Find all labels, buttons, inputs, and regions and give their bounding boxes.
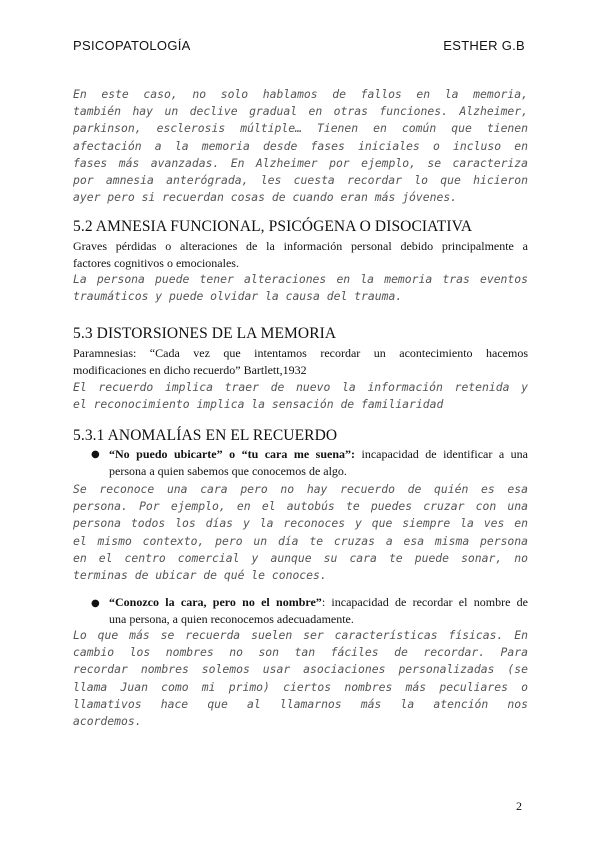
text-line: terminas de ubicar de qué le conoces.	[73, 568, 327, 583]
page-number: 2	[516, 799, 522, 813]
text-line: Paramnesias: “Cada vez que intentamos recordar un acontecimiento hacemos	[73, 346, 528, 360]
intro-paragraph	[73, 86, 528, 206]
text-line: afectación a la memoria desde fases iniciales o incluso en	[73, 138, 528, 153]
bullet-1-bold: “No puedo ubicarte” o “tu cara me suena”:	[109, 447, 356, 461]
bullet-1-note	[73, 481, 528, 584]
text-line: recordar nombres solemos usar asociaciones personalizadas (se	[73, 662, 528, 677]
text-line: cambio los nombres no son tan fáciles de recordar. Para	[73, 645, 528, 660]
text-line: La persona puede tener alteraciones en la memoria tras eventos	[73, 272, 528, 286]
text-line: fases más avanzadas. En Alzheimer por ejemplo, se caracteriza	[73, 155, 528, 170]
text-line: factores cognitivos o emocionales.	[73, 256, 239, 271]
section-5-3-note	[73, 379, 528, 413]
bullet-dot-icon: ●	[91, 449, 100, 460]
bullet-1-line	[109, 446, 528, 463]
section-5-2-note	[73, 271, 528, 305]
text-line: por amnesia anterógrada, les cuesta recordar lo que hicieron	[73, 173, 528, 188]
text-line: persona. Por ejemplo, en el autobús te puedes cruzar con una	[73, 499, 528, 514]
text-line: ayer pero si recuerdan cosas de cuando eran más jóvenes.	[73, 190, 458, 205]
text-line: En este caso, no solo hablamos de fallos en la memoria,	[73, 87, 528, 101]
header-author: ESTHER G.B	[443, 38, 525, 53]
header-subject: PSICOPATOLOGÍA	[73, 38, 191, 53]
bullet-2-line	[109, 594, 528, 611]
text-line: El recuerdo implica traer de nuevo la información retenida y	[73, 380, 528, 394]
text-line: en el centro comercial y aunque su cara te puede sonar, no	[73, 550, 528, 565]
page-header	[73, 38, 525, 54]
bullet-2-line2: una persona, a quien reconocemos adecuadamente.	[109, 612, 354, 627]
text-line: llamativos hace que al llamarnos más la atención nos	[73, 696, 528, 711]
section-5-3-heading: 5.3 DISTORSIONES DE LA MEMORIA	[73, 325, 337, 342]
bullet-1-rest: incapacidad de identificar a una	[355, 447, 528, 461]
text-line: el reconocimiento implica la sensación de familiaridad	[73, 397, 444, 412]
text-line: Se reconoce una cara pero no hay recuerdo de quién es esa	[73, 482, 528, 496]
text-line: acordemos.	[73, 714, 142, 729]
bullet-1-line2: persona a quien sabemos que conocemos de algo.	[109, 464, 347, 479]
bullet-1	[109, 446, 528, 481]
bullet-2	[109, 594, 528, 629]
bullet-2-note	[73, 627, 528, 730]
text-line: también hay un declive gradual en otras funciones. Alzheimer,	[73, 104, 528, 119]
text-line: Lo que más se recuerda suelen ser características físicas. En	[73, 628, 528, 642]
text-line: persona todos los días y la reconoces y que siempre la ves en	[73, 516, 528, 531]
text-line: el mismo contexto, pero un día te cruzas a esa misma persona	[73, 533, 528, 548]
text-line: parkinson, esclerosis múltiple… Tienen en común que tienen	[73, 121, 528, 136]
section-5-2-body	[73, 238, 528, 273]
bullet-2-rest: : incapacidad de recordar el nombre de	[321, 595, 528, 609]
bullet-dot-icon: ●	[91, 598, 100, 609]
text-line: traumáticos y puede olvidar la causa del trauma.	[73, 289, 403, 304]
section-5-3-1-heading: 5.3.1 ANOMALÍAS EN EL RECUERDO	[73, 427, 338, 444]
text-line: modificaciones en dicho recuerdo” Bartlett,1932	[73, 363, 307, 378]
text-line: Graves pérdidas o alteraciones de la información personal debido principalmente a	[73, 239, 528, 253]
bullet-2-bold: “Conozco la cara, pero no el nombre”	[109, 595, 322, 609]
section-5-2-heading: 5.2 AMNESIA FUNCIONAL, PSICÓGENA O DISOCIATIVA	[73, 218, 473, 235]
section-5-3-body	[73, 345, 528, 380]
text-line: llama Juan como mi primo) ciertos nombres más peculiares o	[73, 679, 528, 694]
